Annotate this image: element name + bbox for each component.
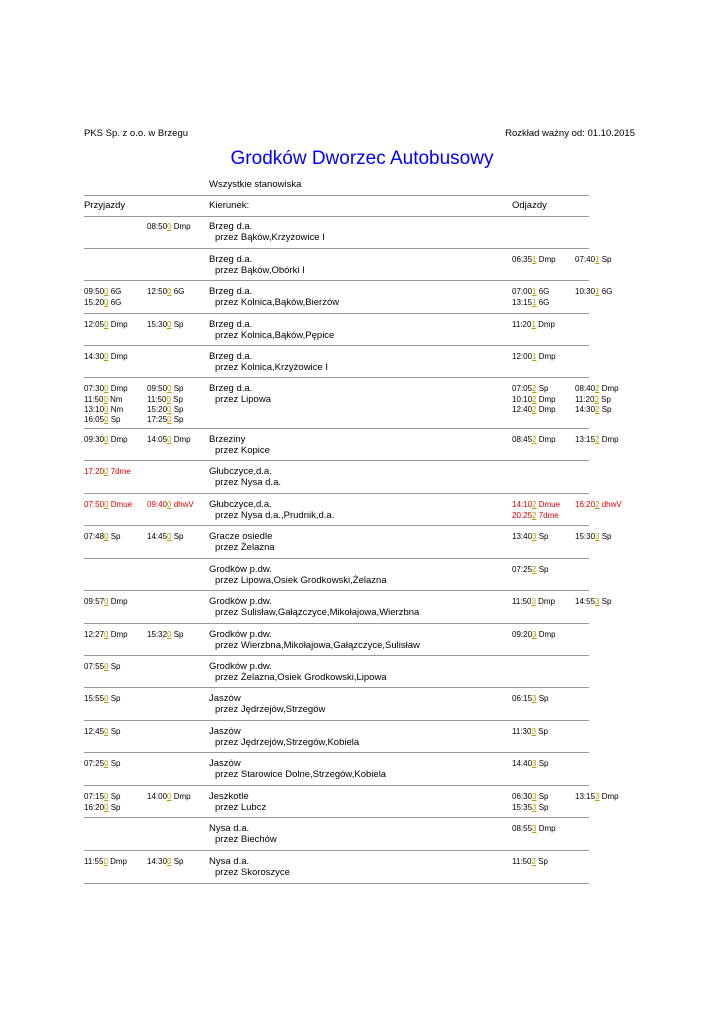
direction-cell: [209, 791, 266, 813]
route-via: przez Skoroszyce: [215, 867, 290, 878]
direction-cell: [209, 629, 420, 651]
row-divider: [84, 817, 589, 818]
arr-time: 12:050 Dmp: [84, 320, 128, 329]
row-divider: [84, 345, 589, 346]
route-via: przez Jędrzejów,Strzegów,Kobiela: [215, 737, 360, 748]
direction-cell: [209, 499, 334, 521]
dep-time: 14:553 Sp: [575, 597, 612, 606]
col-direction: Kierunek:: [209, 200, 250, 211]
destination-name: Brzeg d.a.: [209, 383, 253, 394]
destination-name: Jaszów: [209, 693, 241, 704]
direction-cell: [209, 693, 325, 715]
direction-cell: [209, 254, 305, 276]
destination-name: Głubczyce,d.a.: [209, 499, 272, 510]
dep-time: 14:403 Sp: [512, 759, 549, 768]
dep-time: 12:402 Dmp: [512, 405, 556, 414]
route-via: przez Nysa d.a.,Prudnik,d.a.: [215, 510, 335, 521]
route-via: przez Starowice Dolne,Strzegów,Kobiela: [215, 769, 387, 780]
route-via: przez Jędrzejów,Strzegów: [215, 704, 326, 715]
route-via: przez Kopice: [215, 445, 270, 456]
row-divider: [84, 313, 589, 314]
arr-time: 16:200 Sp: [84, 803, 121, 812]
dep-time: 07:401 Sp: [575, 255, 612, 264]
dep-time: 15:303 Sp: [575, 532, 612, 541]
route-via: przez Żelazna,Osiek Grodkowski,Lipowa: [215, 672, 387, 683]
destination-name: Brzeziny: [209, 434, 246, 445]
destination-name: Głubczyce,d.a.: [209, 466, 272, 477]
col-departures: Odjazdy: [512, 200, 547, 211]
arr-time: 12:270 Dmp: [84, 630, 128, 639]
destination-name: Grodków p.dw.: [209, 596, 272, 607]
dep-time: 11:502 Sp: [512, 857, 548, 866]
arr-time: 14:300 Sp: [147, 857, 184, 866]
company-name: PKS Sp. z o.o. w Brzegu: [84, 128, 189, 139]
direction-cell: [209, 661, 387, 683]
destination-name: Jeszkotle: [209, 791, 249, 802]
row-divider: [84, 558, 589, 559]
col-arrivals: Przyjazdy: [84, 200, 126, 211]
arr-time: 07:500 Dmue: [84, 500, 133, 509]
dep-time: 11:202 Sp: [575, 395, 611, 404]
destination-name: Grodków p.dw.: [209, 661, 272, 672]
arr-time: 07:250 Sp: [84, 759, 121, 768]
arr-time: 09:500 6G: [84, 287, 122, 296]
dep-time: 07:001 6G: [512, 287, 550, 296]
dep-time: 10:102 Dmp: [512, 395, 556, 404]
direction-cell: [209, 856, 290, 878]
direction-cell: [209, 286, 339, 308]
row-divider: [84, 883, 589, 884]
subtitle: Wszystkie stanowiska: [209, 179, 302, 190]
direction-cell: [209, 823, 277, 845]
dep-time: 06:303 Sp: [512, 792, 549, 801]
arr-time: 07:550 Sp: [84, 662, 121, 671]
arr-time: 07:150 Sp: [84, 792, 121, 801]
row-divider: [84, 720, 589, 721]
divider: [84, 195, 589, 196]
dep-time: 08:553 Dmp: [512, 824, 556, 833]
divider: [84, 216, 589, 217]
route-via: przez Kolnica,Krzyżowice I: [215, 362, 328, 373]
row-divider: [84, 785, 589, 786]
dep-time: 16:202 dhwV: [575, 500, 622, 509]
row-divider: [84, 752, 589, 753]
direction-cell: [209, 758, 386, 780]
dep-time: 12:001 Dmp: [512, 352, 556, 361]
valid-from: Rozkład ważny od: 01.10.2015: [505, 128, 635, 139]
row-divider: [84, 590, 589, 591]
route-via: przez Lipowa,Osiek Grodkowski,Żelazna: [215, 575, 387, 586]
arr-time: 13:100 Nm: [84, 405, 124, 414]
dep-time: 13:153 Dmp: [575, 792, 619, 801]
arr-time: 14:450 Sp: [147, 532, 184, 541]
arr-time: 11:550 Dmp: [84, 857, 128, 866]
row-divider: [84, 525, 589, 526]
arr-time: 15:200 Sp: [147, 405, 184, 414]
destination-name: Jaszów: [209, 726, 241, 737]
dep-time: 11:303 Sp: [512, 727, 548, 736]
page-title: Grodków Dworzec Autobusowy: [230, 148, 494, 169]
arr-time: 14:300 Dmp: [84, 352, 128, 361]
route-via: przez Wierzbna,Mikołajowa,Gałązczyce,Sulisław: [215, 640, 420, 651]
route-via: przez Kolnica,Bąków,Pępice: [215, 330, 335, 341]
arr-time: 09:300 Dmp: [84, 435, 128, 444]
route-via: przez Żelazna: [215, 542, 275, 553]
arr-time: 09:500 Sp: [147, 384, 184, 393]
destination-name: Nysa d.a.: [209, 823, 250, 834]
destination-name: Jaszów: [209, 758, 241, 769]
dep-time: 06:153 Sp: [512, 694, 549, 703]
row-divider: [84, 248, 589, 249]
dep-time: 13:403 Sp: [512, 532, 549, 541]
destination-name: Brzeg d.a.: [209, 351, 253, 362]
arr-time: 15:200 6G: [84, 298, 122, 307]
destination-name: Grodków p.dw.: [209, 629, 272, 640]
arr-time: 07:300 Dmp: [84, 384, 128, 393]
destination-name: Gracze osiedle: [209, 531, 273, 542]
direction-cell: [209, 221, 325, 243]
arr-time: 07:480 Sp: [84, 532, 121, 541]
route-via: przez Bąków,Krzyżowice I: [215, 232, 325, 243]
destination-name: Brzeg d.a.: [209, 221, 253, 232]
dep-time: 15:353 Sp: [512, 803, 549, 812]
arr-time: 12:450 Sp: [84, 727, 121, 736]
arr-time: 14:050 Dmp: [147, 435, 191, 444]
route-via: przez Lubcz: [215, 802, 267, 813]
destination-name: Brzeg d.a.: [209, 254, 253, 265]
route-via: przez Lipowa: [215, 394, 271, 405]
direction-cell: [209, 596, 419, 618]
direction-cell: [209, 383, 271, 405]
dep-time: 14:302 Sp: [575, 405, 612, 414]
direction-cell: [209, 726, 359, 748]
direction-cell: [209, 564, 387, 586]
destination-name: Brzeg d.a.: [209, 319, 253, 330]
dep-time: 07:252 Sp: [512, 565, 549, 574]
arr-time: 12:500 6G: [147, 287, 185, 296]
arr-time: 08:500 Dmp: [147, 222, 191, 231]
direction-cell: [209, 466, 281, 488]
row-divider: [84, 623, 589, 624]
route-via: przez Bąków,Obórki I: [215, 265, 305, 276]
dep-time: 11:503 Dmp: [512, 597, 556, 606]
direction-cell: [209, 319, 334, 341]
direction-cell: [209, 434, 270, 456]
row-divider: [84, 850, 589, 851]
row-divider: [84, 428, 589, 429]
arr-time: 15:300 Sp: [147, 320, 184, 329]
direction-cell: [209, 351, 328, 373]
arr-time: 15:320 Sp: [147, 630, 184, 639]
row-divider: [84, 377, 589, 378]
dep-time: 07:052 Sp: [512, 384, 549, 393]
arr-time: 17:200 7dme: [84, 467, 131, 476]
destination-name: Nysa d.a.: [209, 856, 250, 867]
dep-time: 08:402 Dmp: [575, 384, 619, 393]
dep-time: 09:203 Dmp: [512, 630, 556, 639]
row-divider: [84, 460, 589, 461]
route-via: przez Nysa d.a.: [215, 477, 281, 488]
dep-time: 08:452 Dmp: [512, 435, 556, 444]
row-divider: [84, 493, 589, 494]
arr-time: 09:400 dhwV: [147, 500, 194, 509]
dep-time: 13:151 6G: [512, 298, 550, 307]
arr-time: 15:550 Sp: [84, 694, 121, 703]
row-divider: [84, 280, 589, 281]
destination-name: Grodków p.dw.: [209, 564, 272, 575]
dep-time: 13:152 Dmp: [575, 435, 619, 444]
dep-time: 11:201 Dmp: [512, 320, 556, 329]
arr-time: 16:050 Sp: [84, 415, 121, 424]
direction-cell: [209, 531, 275, 553]
arr-time: 09:570 Dmp: [84, 597, 128, 606]
route-via: przez Sulisław,Gałązczyce,Mikołajowa,Wierzbna: [215, 607, 420, 618]
arr-time: 17:250 Sp: [147, 415, 184, 424]
dep-time: 10:301 6G: [575, 287, 613, 296]
row-divider: [84, 687, 589, 688]
arr-time: 14:000 Dmp: [147, 792, 191, 801]
route-via: przez Kolnica,Bąków,Bierzów: [215, 297, 340, 308]
destination-name: Brzeg d.a.: [209, 286, 253, 297]
dep-time: 06:351 Dmp: [512, 255, 556, 264]
dep-time: 14:102 Dmue: [512, 500, 561, 509]
dep-time: 20:252 7dme: [512, 511, 559, 520]
row-divider: [84, 655, 589, 656]
route-via: przez Biechów: [215, 834, 277, 845]
arr-time: 11:500 Sp: [147, 395, 183, 404]
arr-time: 11:500 Nm: [84, 395, 123, 404]
